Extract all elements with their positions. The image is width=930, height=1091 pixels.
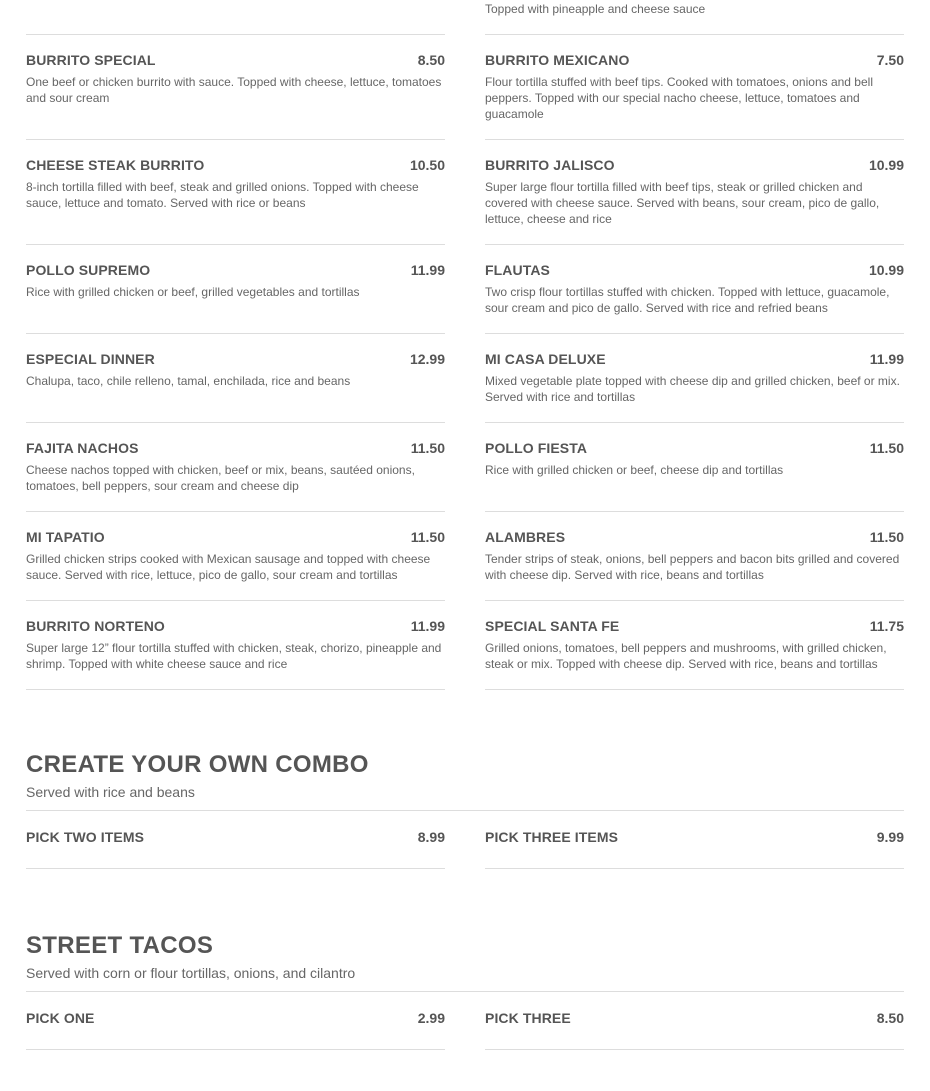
menu-item-name: BURRITO MEXICANO <box>485 52 630 68</box>
menu-item-price: 8.50 <box>417 52 445 68</box>
menu-item-description: Tender strips of steak, onions, bell peppers and bacon bits grilled and covered with cheese dip. Served with rice, beans and tortillas <box>485 552 900 582</box>
menu-item <box>26 512 445 601</box>
menu-item-name: PICK THREE <box>485 1010 571 1026</box>
menu-item <box>485 245 904 334</box>
menu-item-price: 11.99 <box>410 262 445 278</box>
menu-item <box>26 811 445 869</box>
menu-item-name: ESPECIAL DINNER <box>26 351 155 367</box>
menu-item-price: 11.99 <box>869 351 904 367</box>
menu-item-price: 10.99 <box>868 262 904 278</box>
menu-item-description: Rice with grilled chicken or beef, cheese dip and tortillas <box>485 463 784 477</box>
menu-item-name: CHEESE STEAK BURRITO <box>26 157 205 173</box>
menu-item-description: Two crisp flour tortillas stuffed with chicken. Topped with lettuce, guacamole, sour cream and pico de gallo. Served with rice and refried beans <box>485 285 890 315</box>
menu-item <box>485 334 904 423</box>
menu-item-description: Grilled onions, tomatoes, bell peppers and mushrooms, with grilled chicken, steak or mix. Topped with cheese dip. Served with rice, beans and tortillas <box>485 641 887 671</box>
section-title: CREATE YOUR OWN COMBO <box>26 751 369 778</box>
menu-item-price: 2.99 <box>417 1010 445 1026</box>
street-tacos-section <box>26 932 904 1052</box>
menu-item <box>485 423 904 512</box>
menu-row <box>26 245 904 334</box>
menu-item-price: 11.99 <box>410 618 445 634</box>
menu-item-price: 12.99 <box>409 351 445 367</box>
menu-row <box>26 811 904 869</box>
menu-item-price: 8.50 <box>876 1010 904 1026</box>
menu-item <box>26 423 445 512</box>
menu-item-price: 10.50 <box>409 157 445 173</box>
menu-item-description: 8-inch tortilla filled with beef, steak and grilled onions. Topped with cheese sauce, lettuce and tomato. Served with rice or beans <box>26 180 419 210</box>
menu-item-description: Grilled chicken strips cooked with Mexican sausage and topped with cheese sauce. Served with rice, lettuce, pico de gallo, sour cream and tortillas <box>26 552 431 582</box>
section-title: STREET TACOS <box>26 932 214 959</box>
menu-item-price: 9.99 <box>876 829 904 845</box>
section-subtitle: Served with corn or flour tortillas, onions, and cilantro <box>26 965 356 981</box>
menu-items-grid <box>26 35 904 690</box>
menu-row <box>26 992 904 1050</box>
menu-item-description: Topped with pineapple and cheese sauce <box>485 2 706 16</box>
menu-item-price: 10.99 <box>868 157 904 173</box>
menu-row <box>26 140 904 245</box>
previous-items-partial <box>0 0 930 35</box>
menu-item-name: PICK ONE <box>26 1010 95 1026</box>
menu-item-price: 11.75 <box>869 618 904 634</box>
menu-item-description: Flour tortilla stuffed with beef tips. Cooked with tomatoes, onions and bell peppers. Topped with our special nacho cheese, lettuce, tomatoes and guacamole <box>485 75 873 121</box>
menu-item-name: MI CASA DELUXE <box>485 351 606 367</box>
menu-item-name: BURRITO JALISCO <box>485 157 615 173</box>
menu-item <box>485 811 904 869</box>
menu-item-name: POLLO FIESTA <box>485 440 588 456</box>
menu-item-price: 8.99 <box>417 829 445 845</box>
menu-row <box>26 35 904 140</box>
menu-item <box>26 601 445 690</box>
menu-item-name: PICK THREE ITEMS <box>485 829 619 845</box>
menu-item-price: 7.50 <box>876 52 904 68</box>
menu-item <box>26 334 445 423</box>
menu-item <box>26 245 445 334</box>
menu-item-price: 11.50 <box>869 529 904 545</box>
menu-item-price: 11.50 <box>410 440 445 456</box>
menu-item-name: ALAMBRES <box>485 529 566 545</box>
menu-item-description: Super large flour tortilla filled with beef tips, steak or grilled chicken and covered with cheese sauce. Served with beans, sour cream, pico de gallo, lettuce, cheese and rice <box>485 180 880 226</box>
menu-item-name: BURRITO NORTENO <box>26 618 165 634</box>
menu-row <box>26 423 904 512</box>
menu-item-description: Rice with grilled chicken or beef, grilled vegetables and tortillas <box>26 285 360 299</box>
menu-item-name: FAJITA NACHOS <box>26 440 139 456</box>
menu-item <box>26 992 445 1050</box>
menu-item <box>26 35 445 140</box>
menu-item <box>485 992 904 1050</box>
menu-item-name: POLLO SUPREMO <box>26 262 151 278</box>
menu-item <box>485 512 904 601</box>
combo-section <box>26 751 904 871</box>
menu-row <box>26 601 904 690</box>
menu-item-price: 11.50 <box>410 529 445 545</box>
menu-item-name: PICK TWO ITEMS <box>26 829 145 845</box>
menu-item-description: Cheese nachos topped with chicken, beef or mix, beans, sautéed onions, tomatoes, bell peppers, sour cream and cheese dip <box>26 463 415 493</box>
menu-item <box>26 140 445 245</box>
menu-row <box>26 334 904 423</box>
menu-item-name: FLAUTAS <box>485 262 550 278</box>
menu-item-name: BURRITO SPECIAL <box>26 52 156 68</box>
menu-item-name: MI TAPATIO <box>26 529 105 545</box>
menu-item-partial-right <box>485 0 904 35</box>
menu-item-price: 11.50 <box>869 440 904 456</box>
menu-item-description: One beef or chicken burrito with sauce. Topped with cheese, lettuce, tomatoes and sour cream <box>26 75 442 105</box>
menu-item <box>485 140 904 245</box>
menu-item-description: Mixed vegetable plate topped with cheese dip and grilled chicken, beef or mix. Served with rice and tortillas <box>485 374 900 404</box>
menu-item <box>485 35 904 140</box>
menu-item <box>485 601 904 690</box>
menu-item-description: Chalupa, taco, chile relleno, tamal, enchilada, rice and beans <box>26 374 351 388</box>
menu-row <box>26 512 904 601</box>
section-subtitle: Served with rice and beans <box>26 784 195 800</box>
menu-item-name: SPECIAL SANTA FE <box>485 618 620 634</box>
menu-item-description: Super large 12” flour tortilla stuffed with chicken, steak, chorizo, pineapple and shrimp. Topped with white cheese sauce and rice <box>26 641 442 671</box>
menu-item-partial-left <box>26 0 445 35</box>
